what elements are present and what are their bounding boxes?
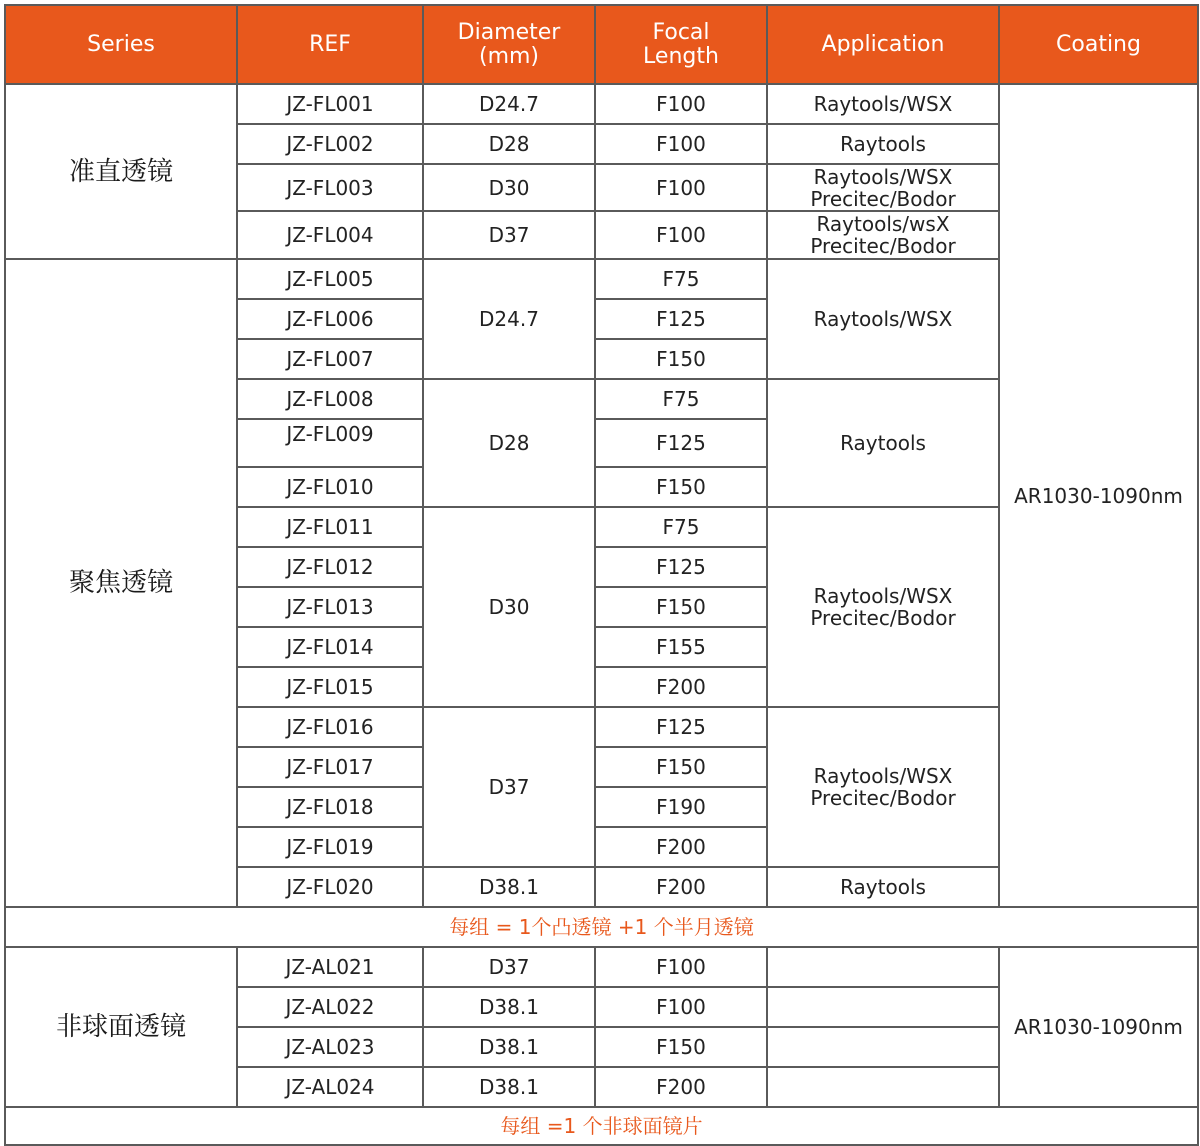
focal-cell: F75 xyxy=(595,379,767,419)
focal-cell: F100 xyxy=(595,211,767,259)
focal-cell: F100 xyxy=(595,164,767,211)
ref-cell: JZ-FL017 xyxy=(237,747,423,787)
ref-cell: JZ-FL015 xyxy=(237,667,423,707)
focal-cell: F75 xyxy=(595,507,767,547)
focal-cell: F150 xyxy=(595,339,767,379)
note-al: 每组 =1 个非球面镜片 xyxy=(5,1107,1198,1145)
focal-cell: F100 xyxy=(595,987,767,1027)
ref-cell: JZ-FL010 xyxy=(237,467,423,507)
note-fl: 每组 = 1个凸透镜 +1 个半月透镜 xyxy=(5,907,1198,947)
focal-cell: F200 xyxy=(595,867,767,907)
table-row xyxy=(5,947,1198,987)
header-diameter: Diameter (mm) xyxy=(423,5,595,84)
focal-cell: F150 xyxy=(595,1027,767,1067)
application-cell: Raytools/WSX Precitec/Bodor xyxy=(767,507,999,707)
ref-cell: JZ-FL001 xyxy=(237,84,423,124)
focal-cell: F125 xyxy=(595,299,767,339)
focal-cell: F125 xyxy=(595,547,767,587)
diameter-cell: D24.7 xyxy=(423,259,595,379)
diameter-cell: D37 xyxy=(423,707,595,867)
focal-cell: F100 xyxy=(595,947,767,987)
ref-cell: JZ-FL009 xyxy=(237,419,423,467)
ref-cell: JZ-FL018 xyxy=(237,787,423,827)
ref-cell: JZ-FL003 xyxy=(237,164,423,211)
lens-spec-table xyxy=(4,4,1199,1146)
header-focal-length: Focal Length xyxy=(595,5,767,84)
ref-cell: JZ-FL016 xyxy=(237,707,423,747)
focal-cell: F150 xyxy=(595,467,767,507)
ref-cell: JZ-FL019 xyxy=(237,827,423,867)
coating-cell: AR1030-1090nm xyxy=(999,947,1198,1107)
ref-cell: JZ-FL002 xyxy=(237,124,423,164)
focal-cell: F150 xyxy=(595,587,767,627)
diameter-cell: D24.7 xyxy=(423,84,595,124)
focal-cell: F200 xyxy=(595,827,767,867)
ref-cell: JZ-AL022 xyxy=(237,987,423,1027)
focal-cell: F150 xyxy=(595,747,767,787)
focal-cell: F200 xyxy=(595,667,767,707)
header-coating: Coating xyxy=(999,5,1198,84)
ref-cell: JZ-FL014 xyxy=(237,627,423,667)
header-series: Series xyxy=(5,5,237,84)
application-cell xyxy=(767,1067,999,1107)
note-row xyxy=(5,1107,1198,1145)
header-ref: REF xyxy=(237,5,423,84)
application-cell: Raytools/wsX Precitec/Bodor xyxy=(767,211,999,259)
diameter-cell: D37 xyxy=(423,211,595,259)
focal-cell: F75 xyxy=(595,259,767,299)
focal-cell: F100 xyxy=(595,124,767,164)
diameter-cell: D28 xyxy=(423,124,595,164)
application-cell xyxy=(767,1027,999,1067)
ref-cell: JZ-FL005 xyxy=(237,259,423,299)
series-collimating: 准直透镜 xyxy=(5,84,237,259)
application-cell xyxy=(767,987,999,1027)
application-cell xyxy=(767,947,999,987)
series-focusing: 聚焦透镜 xyxy=(5,259,237,907)
ref-cell: JZ-FL004 xyxy=(237,211,423,259)
ref-cell: JZ-AL024 xyxy=(237,1067,423,1107)
coating-cell: AR1030-1090nm xyxy=(999,84,1198,907)
table-row xyxy=(5,84,1198,124)
application-cell: Raytools xyxy=(767,124,999,164)
note-row xyxy=(5,907,1198,947)
ref-cell: JZ-FL007 xyxy=(237,339,423,379)
ref-cell: JZ-AL023 xyxy=(237,1027,423,1067)
ref-cell: JZ-FL006 xyxy=(237,299,423,339)
header-application: Application xyxy=(767,5,999,84)
application-cell: Raytools xyxy=(767,867,999,907)
header-row xyxy=(5,5,1198,84)
focal-cell: F125 xyxy=(595,707,767,747)
diameter-cell: D38.1 xyxy=(423,987,595,1027)
series-aspheric: 非球面透镜 xyxy=(5,947,237,1107)
application-cell: Raytools/WSX xyxy=(767,84,999,124)
focal-cell: F190 xyxy=(595,787,767,827)
diameter-cell: D28 xyxy=(423,379,595,507)
application-cell: Raytools/WSX Precitec/Bodor xyxy=(767,164,999,211)
focal-cell: F200 xyxy=(595,1067,767,1107)
ref-cell: JZ-FL008 xyxy=(237,379,423,419)
ref-cell: JZ-FL013 xyxy=(237,587,423,627)
application-cell: Raytools xyxy=(767,379,999,507)
focal-cell: F100 xyxy=(595,84,767,124)
diameter-cell: D38.1 xyxy=(423,1027,595,1067)
ref-cell: JZ-FL012 xyxy=(237,547,423,587)
diameter-cell: D38.1 xyxy=(423,1067,595,1107)
application-cell: Raytools/WSX Precitec/Bodor xyxy=(767,707,999,867)
focal-cell: F155 xyxy=(595,627,767,667)
diameter-cell: D30 xyxy=(423,507,595,707)
diameter-cell: D37 xyxy=(423,947,595,987)
diameter-cell: D30 xyxy=(423,164,595,211)
focal-cell: F125 xyxy=(595,419,767,467)
ref-cell: JZ-FL011 xyxy=(237,507,423,547)
ref-cell: JZ-AL021 xyxy=(237,947,423,987)
ref-cell: JZ-FL020 xyxy=(237,867,423,907)
application-cell: Raytools/WSX xyxy=(767,259,999,379)
diameter-cell: D38.1 xyxy=(423,867,595,907)
